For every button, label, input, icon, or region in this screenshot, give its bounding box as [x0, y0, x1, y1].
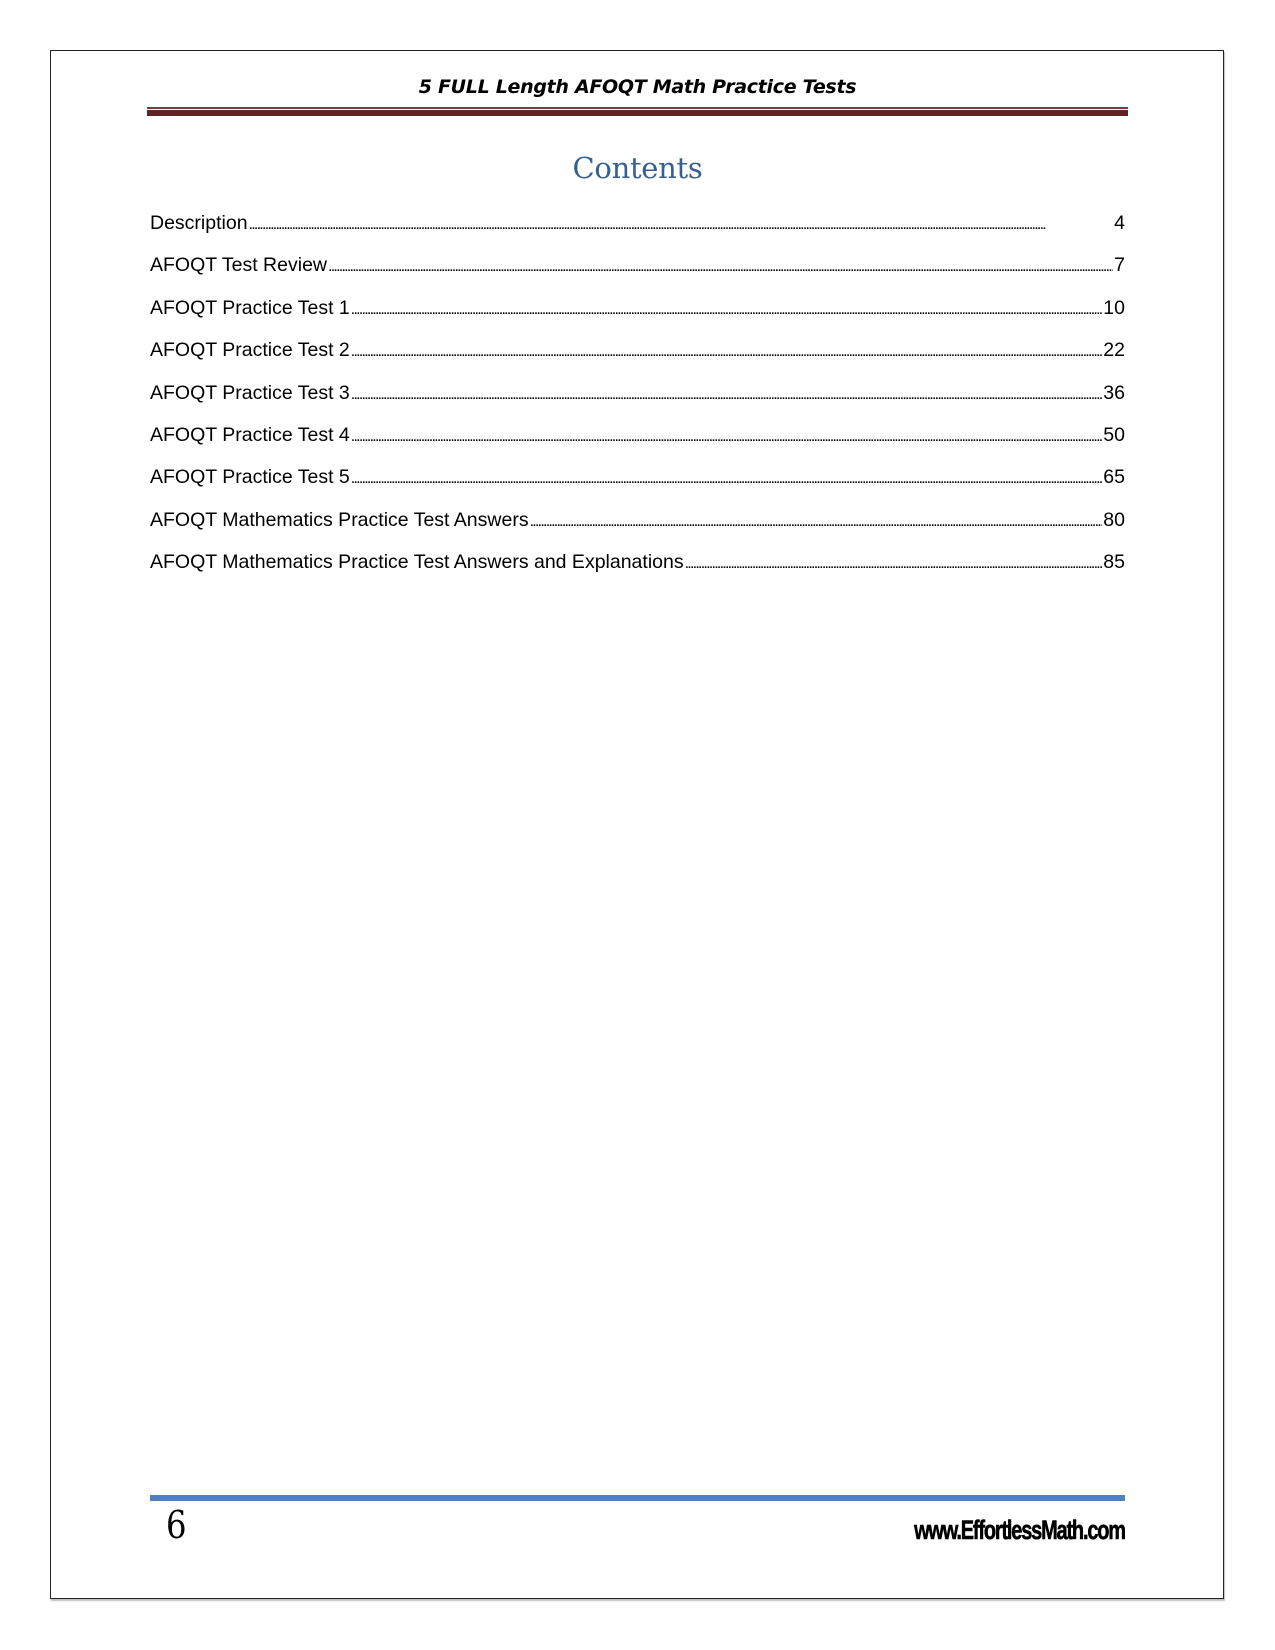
dot-leader: [351, 424, 1103, 447]
toc-entry-label: Description: [150, 212, 248, 234]
toc-entry-label: AFOQT Practice Test 5: [150, 466, 350, 489]
dot-leader: [328, 254, 1113, 277]
toc-entry-label: AFOQT Practice Test 1: [150, 296, 350, 319]
toc-entry-answers-explanations[interactable]: [150, 551, 1125, 593]
dot-leader: [351, 466, 1103, 489]
toc-entry-practice-test-5[interactable]: [150, 466, 1125, 508]
dot-leader: [685, 551, 1103, 574]
toc-entry-test-review[interactable]: [150, 254, 1125, 296]
table-of-contents: [150, 212, 1125, 594]
header-rule-thick: [147, 110, 1128, 116]
dot-leader: [351, 297, 1103, 320]
footer-website-link[interactable]: www.EffortlessMath.com: [914, 1515, 1125, 1545]
dot-leader: [351, 382, 1103, 405]
dot-leader: [249, 212, 1114, 235]
running-header-title: 5 FULL Length AFOQT Math Practice Tests: [418, 76, 857, 98]
dot-leader: [530, 509, 1103, 532]
toc-entry-practice-test-3[interactable]: [150, 382, 1125, 424]
toc-entry-page: 10: [1103, 296, 1125, 319]
footer-page-number: 6: [166, 1503, 187, 1547]
toc-entry-description[interactable]: [150, 212, 1125, 254]
toc-entry-label: AFOQT Practice Test 2: [150, 339, 350, 362]
toc-entry-page: 65: [1103, 466, 1125, 489]
toc-entry-page: 85: [1103, 551, 1125, 574]
toc-entry-page: 50: [1103, 423, 1125, 446]
toc-entry-label: AFOQT Practice Test 4: [150, 423, 350, 446]
toc-entry-page: 4: [1114, 212, 1125, 234]
toc-title: Contents: [572, 151, 703, 185]
toc-entry-label: AFOQT Practice Test 3: [150, 381, 350, 404]
toc-entry-practice-test-2[interactable]: [150, 339, 1125, 381]
toc-entry-label: AFOQT Test Review: [150, 254, 327, 277]
toc-entry-page: 7: [1114, 254, 1125, 277]
footer-rule: [150, 1495, 1125, 1501]
toc-entry-page: 22: [1103, 339, 1125, 362]
header-rule-thin: [147, 107, 1128, 109]
toc-entry-label: AFOQT Mathematics Practice Test Answers: [150, 508, 529, 531]
toc-entry-page: 80: [1103, 508, 1125, 531]
toc-entry-practice-test-1[interactable]: [150, 297, 1125, 339]
dot-leader: [351, 339, 1103, 362]
toc-entry-label: AFOQT Mathematics Practice Test Answers and Explanations: [150, 551, 684, 574]
toc-entry-page: 36: [1103, 381, 1125, 404]
toc-entry-practice-test-4[interactable]: [150, 424, 1125, 466]
toc-entry-answers[interactable]: [150, 509, 1125, 551]
